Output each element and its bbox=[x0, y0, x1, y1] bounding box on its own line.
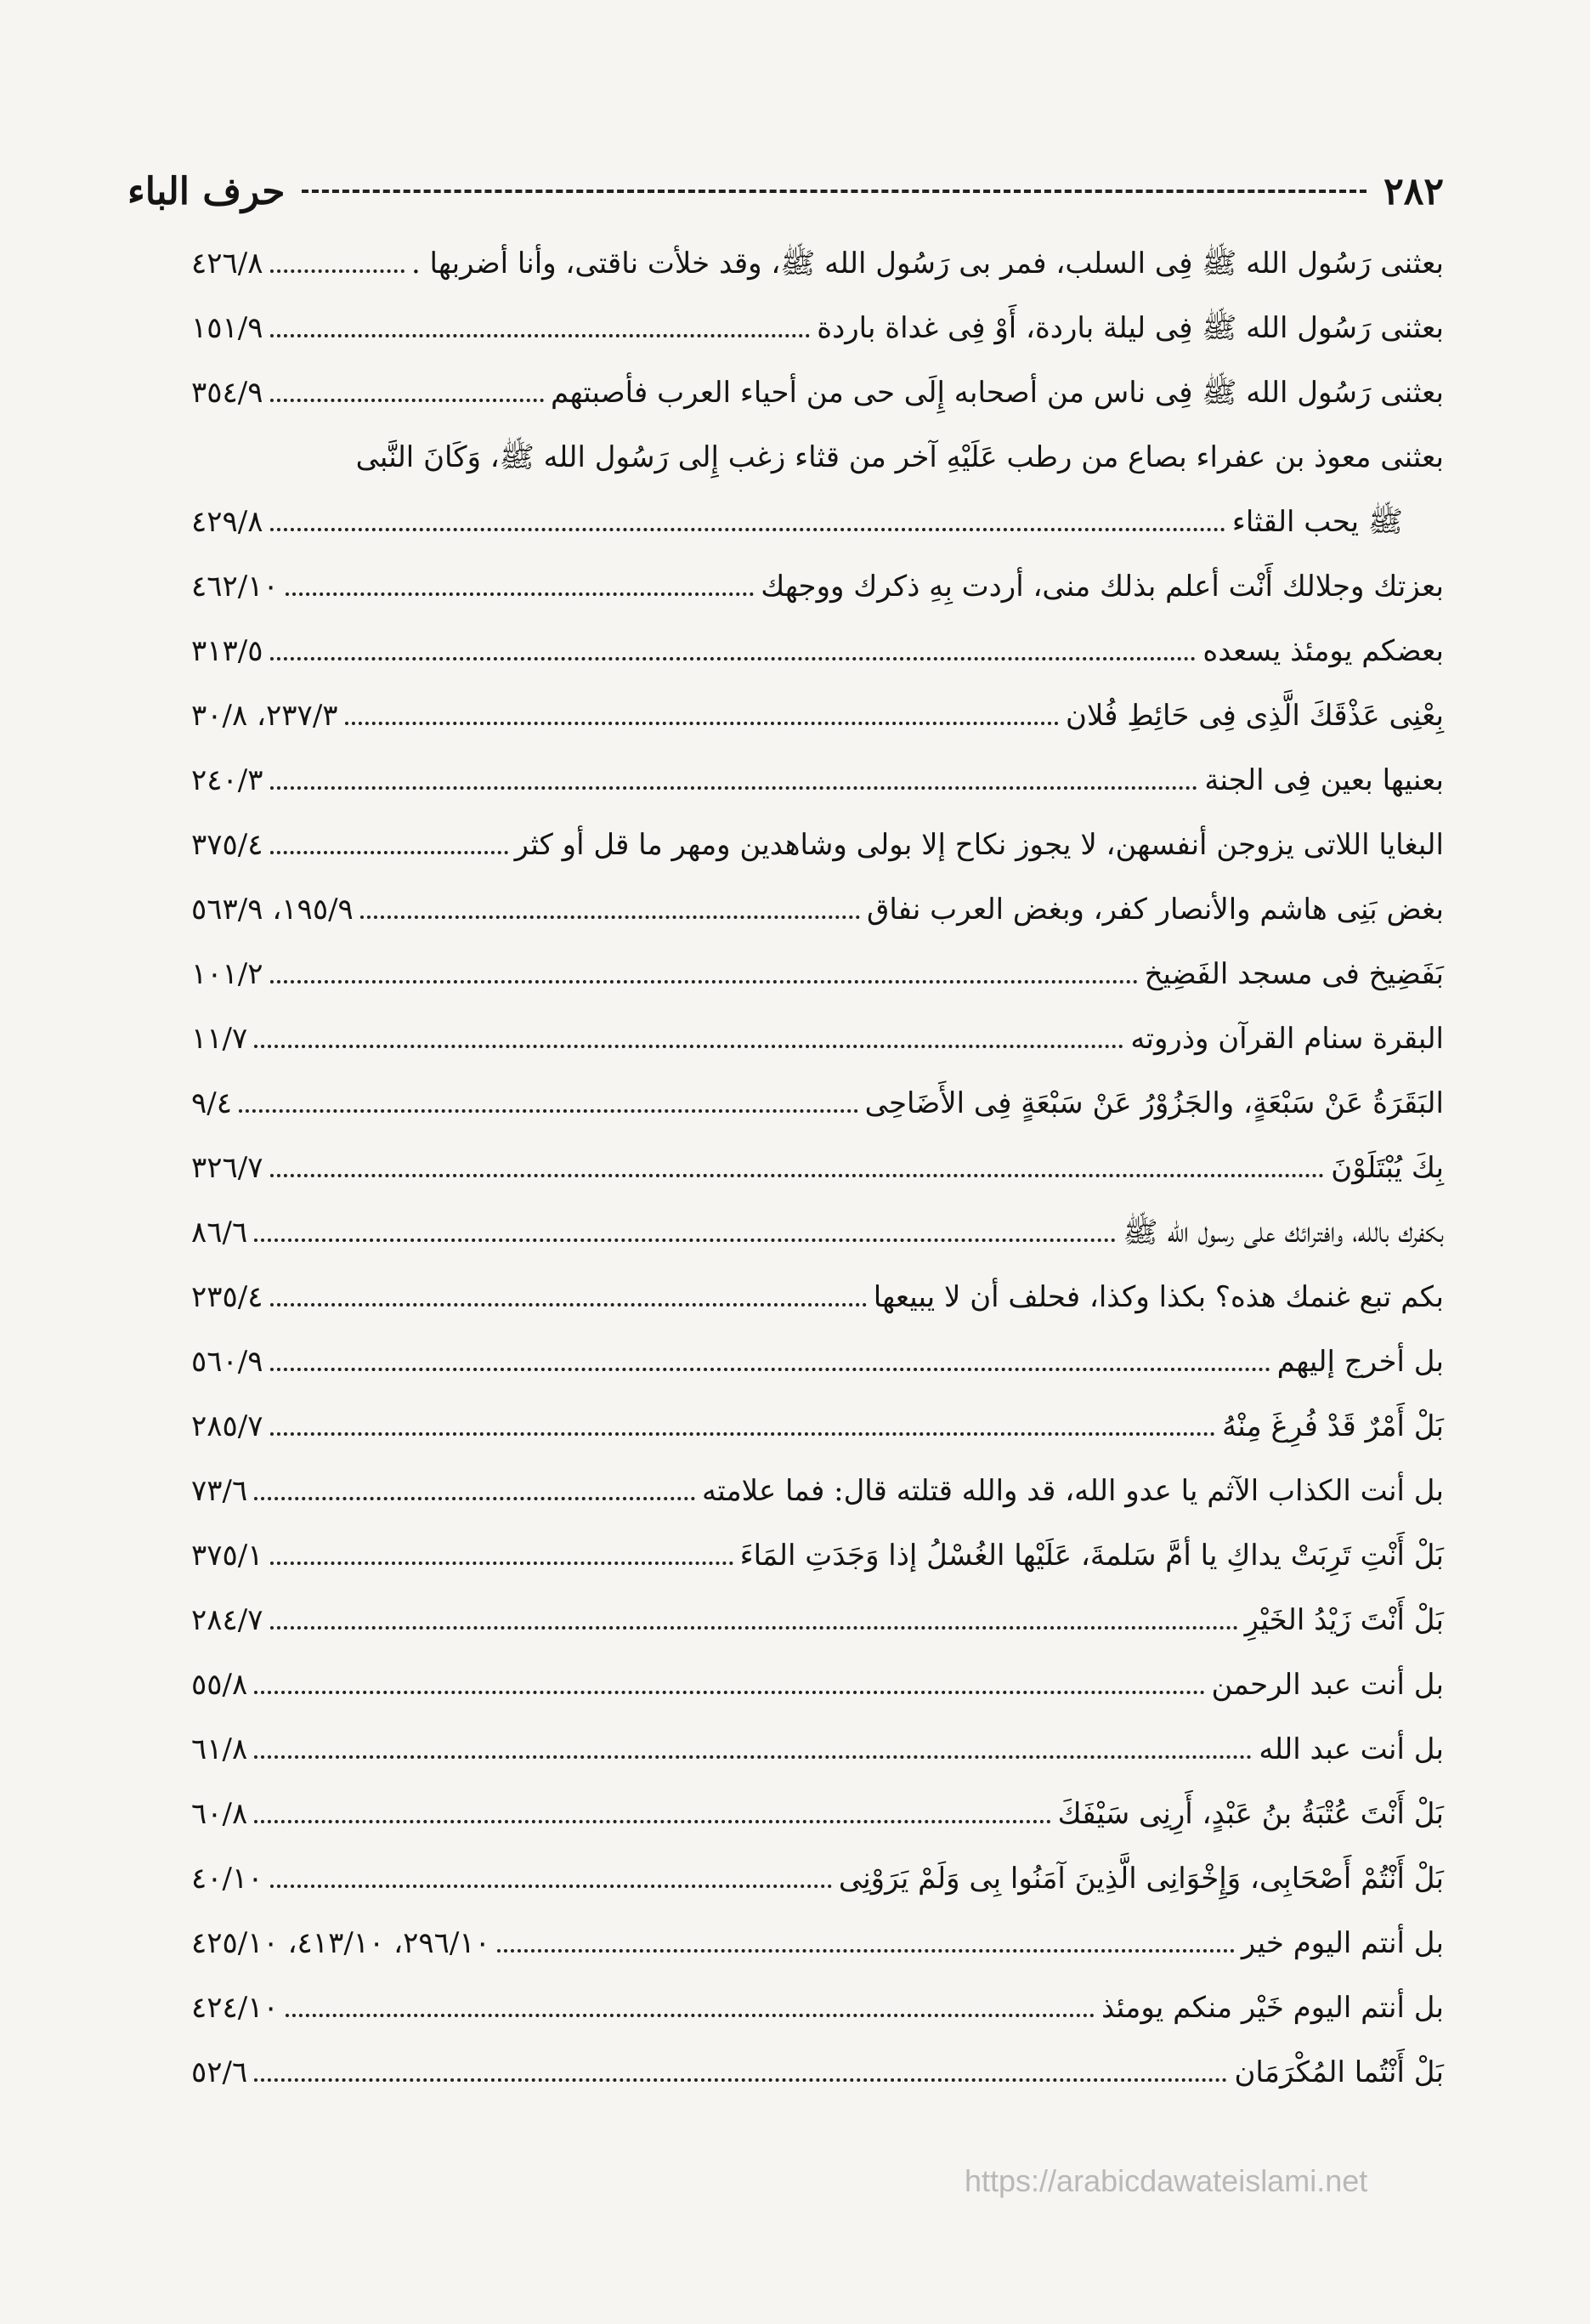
entry-reference: ٤٢٩/٨ bbox=[191, 505, 263, 539]
dotted-leader bbox=[270, 1562, 733, 1565]
entry-reference: ١٠١/٢ bbox=[191, 957, 263, 991]
dotted-leader bbox=[270, 657, 1197, 660]
dotted-leader bbox=[239, 1109, 858, 1113]
index-entry bbox=[191, 1539, 1444, 1573]
entry-text: بَلْ أَنْتِ تَرِبَتْ يداكِ يا أمَّ سَلمةَ، عَلَيْها الغُسْلُ إذا وَجَدَتِ المَاءَ bbox=[739, 1539, 1444, 1573]
index-entry bbox=[191, 1409, 1444, 1443]
index-entry bbox=[191, 1022, 1444, 1056]
index-entry bbox=[191, 1151, 1444, 1185]
dotted-leader bbox=[254, 1497, 695, 1500]
entry-text: بكفرك بالله، وافترائك على رسول الله ﷺ bbox=[1123, 1216, 1444, 1250]
dotted-leader bbox=[254, 1755, 1252, 1759]
entry-text: بعنيها بعين فِى الجنة bbox=[1204, 763, 1444, 797]
entry-reference: ٥٥/٨ bbox=[191, 1668, 248, 1702]
dotted-leader bbox=[270, 334, 811, 337]
entry-text-continued: ﷺ يحب القثاء bbox=[1231, 505, 1403, 539]
entry-text: بعثنى رَسُول الله ﷺ فِى السلب، فمر بى رَسُول الله ﷺ، وقد خلأت ناقتى، وأنا أضربها . bbox=[410, 247, 1444, 281]
entry-text: بَلْ أَنْتَ عُتْبَةُ بنُ عَبْدٍ، أَرِنِى سَيْفَكَ bbox=[1057, 1797, 1444, 1831]
entry-text: بغض بَنِى هاشم والأنصار كفر، وبغض العرب نفاق bbox=[866, 893, 1444, 927]
dotted-leader bbox=[270, 980, 1138, 983]
entry-reference: ٨٦/٦ bbox=[191, 1216, 248, 1250]
page-number: ٢٨٢ bbox=[1383, 169, 1444, 213]
entry-text: بِعْنِى عَذْقَكَ الَّذِى فِى حَائِطِ فُلان bbox=[1065, 699, 1444, 733]
entry-text: بعضكم يومئذ يسعده bbox=[1202, 634, 1444, 668]
entry-text: بل أنتم اليوم خَيْر منكم يومئذ bbox=[1101, 1991, 1444, 2025]
entry-text: بل أنت عبد الرحمن bbox=[1211, 1668, 1444, 1702]
entry-text: بِكَ يُبْتَلَوْنَ bbox=[1331, 1151, 1444, 1185]
dotted-leader bbox=[270, 528, 1225, 531]
entry-reference: ٥٢/٦ bbox=[191, 2055, 248, 2089]
dotted-leader bbox=[254, 1691, 1204, 1694]
dotted-leader bbox=[254, 1820, 1050, 1823]
entry-reference: ٢٣٧/٣، ٣٠/٨ bbox=[191, 699, 338, 733]
index-entry bbox=[191, 1668, 1444, 1702]
dotted-leader bbox=[270, 851, 508, 854]
dotted-leader bbox=[497, 1949, 1235, 1953]
dotted-leader bbox=[270, 1626, 1238, 1630]
header-dashed-rule bbox=[302, 190, 1366, 193]
entry-reference: ١٩٥/٩، ٥٦٣/٩ bbox=[191, 893, 354, 927]
entry-text: بَلْ أَمْرٌ قَدْ فُرِغَ مِنْهُ bbox=[1222, 1409, 1444, 1443]
entry-reference: ٣٥٤/٩ bbox=[191, 376, 263, 410]
dotted-leader bbox=[254, 1045, 1123, 1048]
index-entry bbox=[191, 1474, 1444, 1508]
entry-text: بل أنت عبد الله bbox=[1259, 1732, 1444, 1766]
watermark-url: https://arabicdawateislami.net bbox=[965, 2163, 1368, 2198]
entry-reference: ١١/٧ bbox=[191, 1022, 248, 1056]
entry-reference: ٣٢٦/٧ bbox=[191, 1151, 263, 1185]
entry-reference: ٤٢٦/٨ bbox=[191, 247, 263, 281]
index-entry bbox=[191, 247, 1444, 281]
entry-reference: ٦١/٨ bbox=[191, 1732, 248, 1766]
entry-reference: ٢٤٠/٣ bbox=[191, 763, 263, 797]
page-header bbox=[127, 166, 1444, 217]
index-entry bbox=[191, 1216, 1444, 1250]
dotted-leader bbox=[254, 1239, 1116, 1242]
entry-reference: ٦٠/٨ bbox=[191, 1797, 248, 1831]
index-entry bbox=[191, 1086, 1444, 1120]
index-entry bbox=[191, 957, 1444, 991]
index-entry bbox=[191, 376, 1444, 410]
index-entry bbox=[191, 893, 1444, 927]
index-entry bbox=[191, 1603, 1444, 1637]
index-entry bbox=[191, 828, 1444, 862]
entry-text: بَلْ أَنْتُما المُكْرَمَان bbox=[1234, 2055, 1444, 2089]
entry-text: البقرة سنام القرآن وذروته bbox=[1130, 1022, 1444, 1056]
entry-reference: ٣١٣/٥ bbox=[191, 634, 263, 668]
index-entry bbox=[191, 311, 1444, 345]
dotted-leader bbox=[286, 2014, 1095, 2017]
dotted-leader bbox=[270, 786, 1198, 790]
dotted-leader bbox=[360, 915, 860, 919]
index-entry bbox=[191, 634, 1444, 668]
dotted-leader bbox=[270, 1368, 1270, 1371]
entry-text: البَقَرَةُ عَنْ سَبْعَةٍ، والجَزُوْرُ عَنْ سَبْعَةٍ فِى الأَضَاحِى bbox=[864, 1086, 1444, 1120]
index-entry bbox=[191, 1280, 1444, 1314]
index-entry bbox=[191, 570, 1444, 604]
index-entry bbox=[191, 1991, 1444, 2025]
chapter-title: حرف الباء bbox=[127, 169, 286, 213]
dotted-leader bbox=[254, 2078, 1227, 2082]
entry-reference: ٧٣/٦ bbox=[191, 1474, 248, 1508]
entry-text: بَلْ أَنْتُمْ أَصْحَابِى، وَإِخْوَانِى الَّذِينَ آمَنُوا بِى وَلَمْ يَرَوْنِى bbox=[838, 1862, 1444, 1896]
entry-reference: ٢٩٦/١٠، ٤١٣/١٠، ٤٢٥/١٠ bbox=[191, 1926, 490, 1960]
entry-text: بعزتك وجلالك أَنْت أعلم بذلك منى، أردت بِهِ ذكرك ووجهك bbox=[761, 570, 1444, 604]
dotted-leader bbox=[286, 592, 754, 596]
entry-text: بعثنى رَسُول الله ﷺ فِى ليلة باردة، أَوْ فِى غداة باردة bbox=[817, 311, 1444, 345]
index-entry bbox=[191, 440, 1444, 539]
entry-reference: ٣٧٥/١ bbox=[191, 1539, 263, 1573]
entry-reference: ٥٦٠/٩ bbox=[191, 1345, 263, 1379]
entry-reference: ٣٧٥/٤ bbox=[191, 828, 263, 862]
entry-reference: ٩/٤ bbox=[191, 1086, 232, 1120]
entry-reference: ٤٠/١٠ bbox=[191, 1862, 263, 1896]
entry-text: بَلْ أَنْتَ زَيْدُ الخَيْرِ bbox=[1244, 1603, 1444, 1637]
dotted-leader bbox=[270, 399, 544, 402]
dotted-leader bbox=[270, 1432, 1216, 1436]
entry-text: بكم تبع غنمك هذه؟ بكذا وكذا، فحلف أن لا يبيعها bbox=[873, 1280, 1444, 1314]
dotted-leader bbox=[345, 722, 1059, 725]
entry-text: بل أنت الكذاب الآثم يا عدو الله، قد والله قتلته قال: فما علامته bbox=[701, 1474, 1444, 1508]
index-entry bbox=[191, 763, 1444, 797]
entry-reference: ٤٦٢/١٠ bbox=[191, 570, 279, 604]
index-entry bbox=[191, 699, 1444, 733]
index-entry bbox=[191, 1926, 1444, 1960]
dotted-leader bbox=[270, 1174, 1325, 1177]
entry-continuation bbox=[191, 505, 1444, 539]
index-entries bbox=[191, 247, 1444, 2120]
entry-text: بل أخرج إليهم bbox=[1276, 1345, 1444, 1379]
entry-text: بعثنى معوذ بن عفراء بصاع من رطب عَلَيْهِ آخر من قثاء زغب إِلى رَسُول الله ﷺ، وَكَانَ النَّبى bbox=[355, 440, 1444, 474]
dotted-leader bbox=[270, 1885, 832, 1888]
entry-text: البغايا اللاتى يزوجن أنفسهن، لا يجوز نكاح إلا بولى وشاهدين ومهر ما قل أو كثر bbox=[514, 828, 1444, 862]
entry-text: بَفَضِيخ فى مسجد الفَضِيخ bbox=[1144, 957, 1444, 991]
index-entry bbox=[191, 1862, 1444, 1896]
entry-reference: ٢٨٥/٧ bbox=[191, 1409, 263, 1443]
index-entry bbox=[191, 1797, 1444, 1831]
entry-text: بعثنى رَسُول الله ﷺ فِى ناس من أصحابه إِلَى حى من أحياء العرب فأصبتهم bbox=[550, 376, 1444, 410]
entry-reference: ٢٨٤/٧ bbox=[191, 1603, 263, 1637]
entry-text: بل أنتم اليوم خير bbox=[1241, 1926, 1444, 1960]
entry-reference: ١٥١/٩ bbox=[191, 311, 263, 345]
dotted-leader bbox=[270, 1303, 867, 1307]
entry-reference: ٤٢٤/١٠ bbox=[191, 1991, 279, 2025]
index-entry bbox=[191, 1345, 1444, 1379]
index-entry bbox=[191, 1732, 1444, 1766]
index-entry bbox=[191, 2055, 1444, 2089]
dotted-leader bbox=[270, 269, 405, 273]
entry-reference: ٢٣٥/٤ bbox=[191, 1280, 263, 1314]
